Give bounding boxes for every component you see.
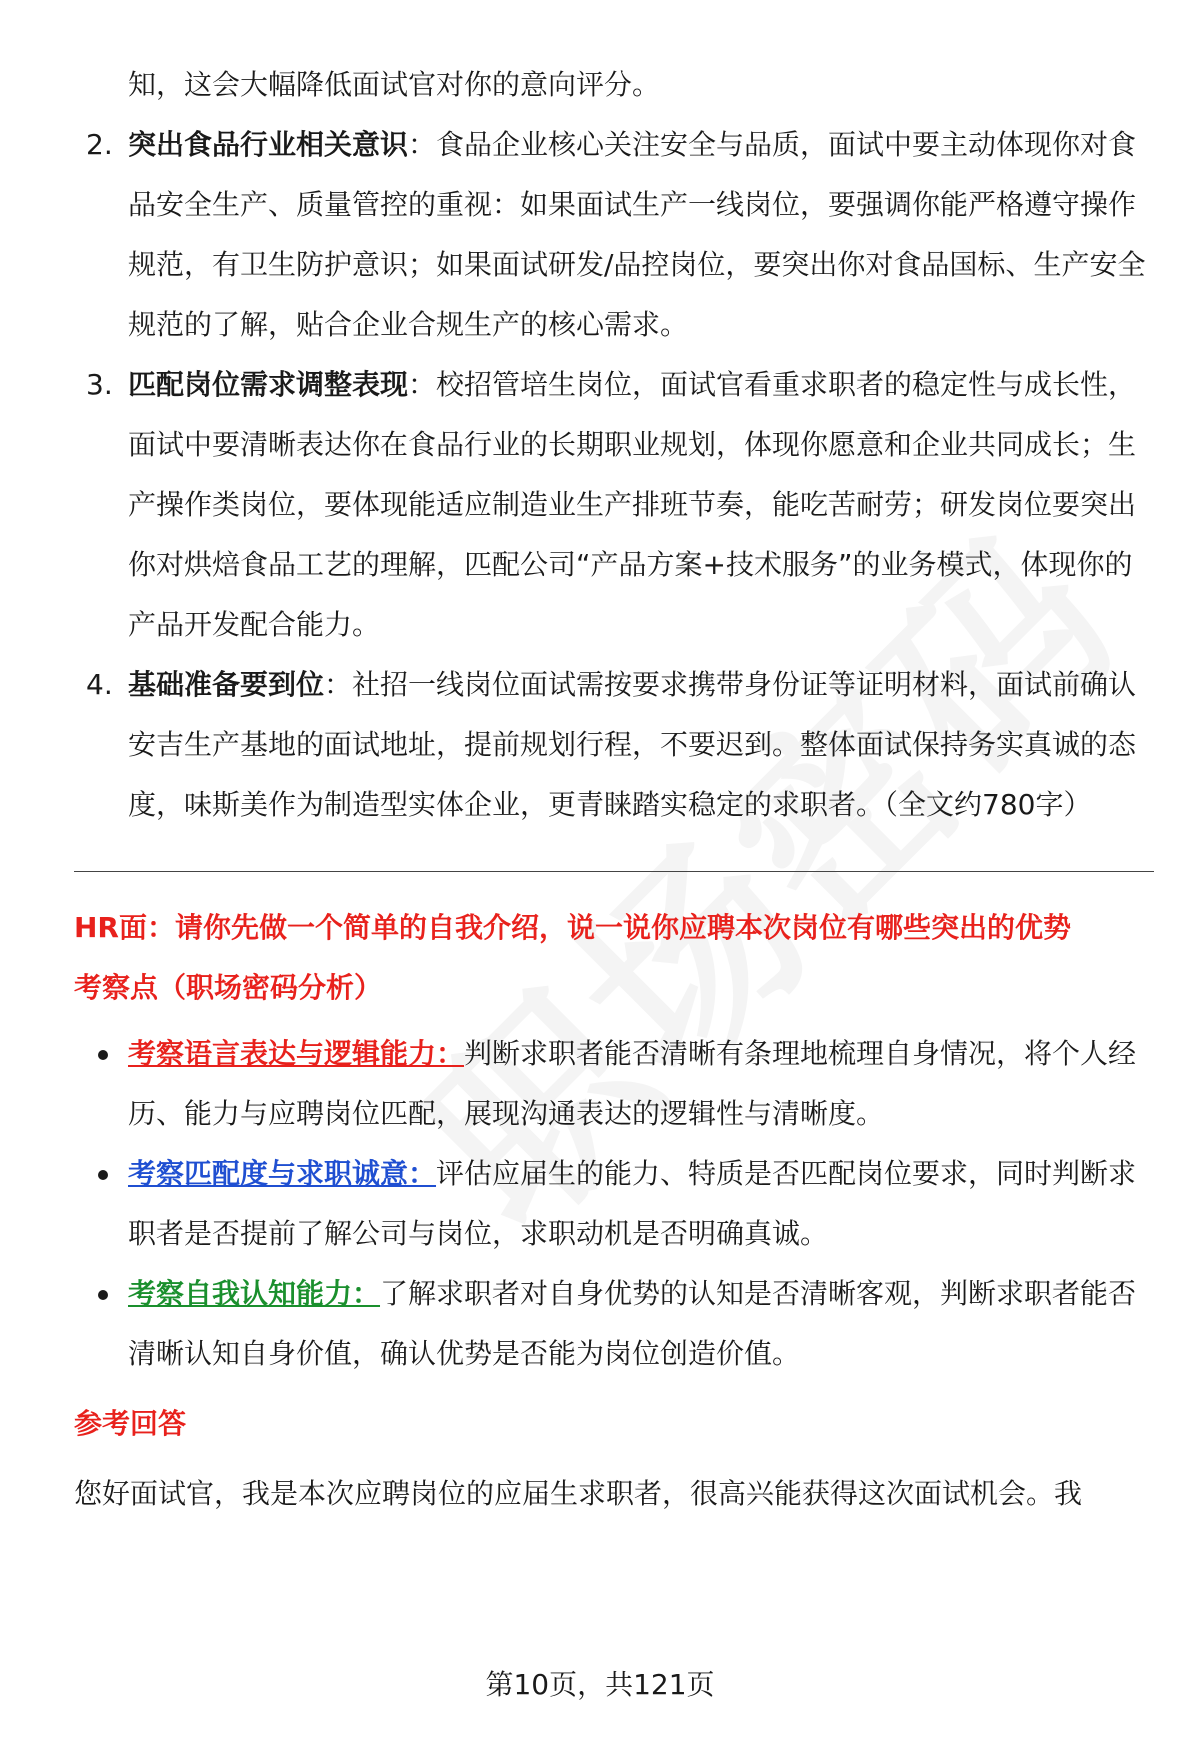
list-number: 4. [86, 668, 113, 701]
list-item-title: 匹配岗位需求调整表现 [128, 368, 409, 401]
list-number: 3. [86, 368, 113, 401]
continued-text: 知，这会大幅降低面试官对你的意向评分。 [128, 68, 661, 101]
hr-question-heading: HR面：请你先做一个简单的自我介绍，说一说你应聘本次岗位有哪些突出的优势 [74, 911, 1071, 944]
list-item [74, 1264, 1154, 1384]
page-number-footer: 第10页，共121页 [485, 1668, 715, 1701]
point-text: 判断求职者能否清晰有条理地梳理自身情况，将个人经历、能力与应聘岗位匹配，展现沟通表达的逻辑性与清晰度。 [128, 1037, 1137, 1130]
analysis-heading: 考察点（职场密码分析） [74, 971, 383, 1004]
bullet-icon [98, 1050, 108, 1060]
analysis-points-list [74, 1024, 1154, 1384]
list-item-title: 基础准备要到位 [128, 668, 325, 701]
list-number: 2. [86, 128, 113, 161]
list-item [74, 115, 1154, 355]
list-item-text: ：社招一线岗位面试需按要求携带身份证等证明材料，面试前确认安吉生产基地的面试地址，提前规划行程，不要迟到。整体面试保持务实真诚的态度，味斯美作为制造型实体企业，更青睐踏实稳定的求职者。（全文约780字） [128, 668, 1137, 821]
list-item [74, 1024, 1154, 1144]
bullet-icon [98, 1290, 108, 1300]
section-divider [74, 871, 1154, 872]
point-text: 了解求职者对自身优势的认知是否清晰客观，判断求职者能否清晰认知自身价值，确认优势是否能为岗位创造价值。 [128, 1277, 1137, 1370]
point-keyword: 考察匹配度与求职诚意： [128, 1157, 437, 1190]
point-text: 评估应届生的能力、特质是否匹配岗位要求，同时判断求职者是否提前了解公司与岗位，求职动机是否明确真诚。 [128, 1157, 1137, 1250]
list-item [74, 655, 1154, 835]
reference-answer-heading: 参考回答 [74, 1407, 187, 1440]
list-item-text: ：食品企业核心关注安全与品质，面试中要主动体现你对食品安全生产、质量管控的重视：如果面试生产一线岗位，要强调你能严格遵守操作规范，有卫生防护意识；如果面试研发/品控岗位，要突出你对食品国标、生产安全规范的了解，贴合企业合规生产的核心需求。 [128, 128, 1146, 341]
answer-text: 您好面试官，我是本次应聘岗位的应届生求职者，很高兴能获得这次面试机会。我 [74, 1477, 1083, 1510]
point-keyword: 考察自我认知能力： [128, 1277, 381, 1310]
list-item-text: ：校招管培生岗位，面试官看重求职者的稳定性与成长性，面试中要清晰表达你在食品行业的长期职业规划，体现你愿意和企业共同成长；生产操作类岗位，要体现能适应制造业生产排班节奏，能吃苦耐劳；研发岗位要突出你对烘焙食品工艺的理解，匹配公司“产品方案+技术服务”的业务模式，体现你的产品开发配合能力。 [128, 368, 1137, 641]
page-content [74, 55, 1154, 1524]
point-keyword: 考察语言表达与逻辑能力： [128, 1037, 465, 1070]
tips-list [74, 115, 1154, 835]
list-item [74, 1144, 1154, 1264]
list-item-title: 突出食品行业相关意识 [128, 128, 409, 161]
bullet-icon [98, 1170, 108, 1180]
list-item [74, 355, 1154, 655]
